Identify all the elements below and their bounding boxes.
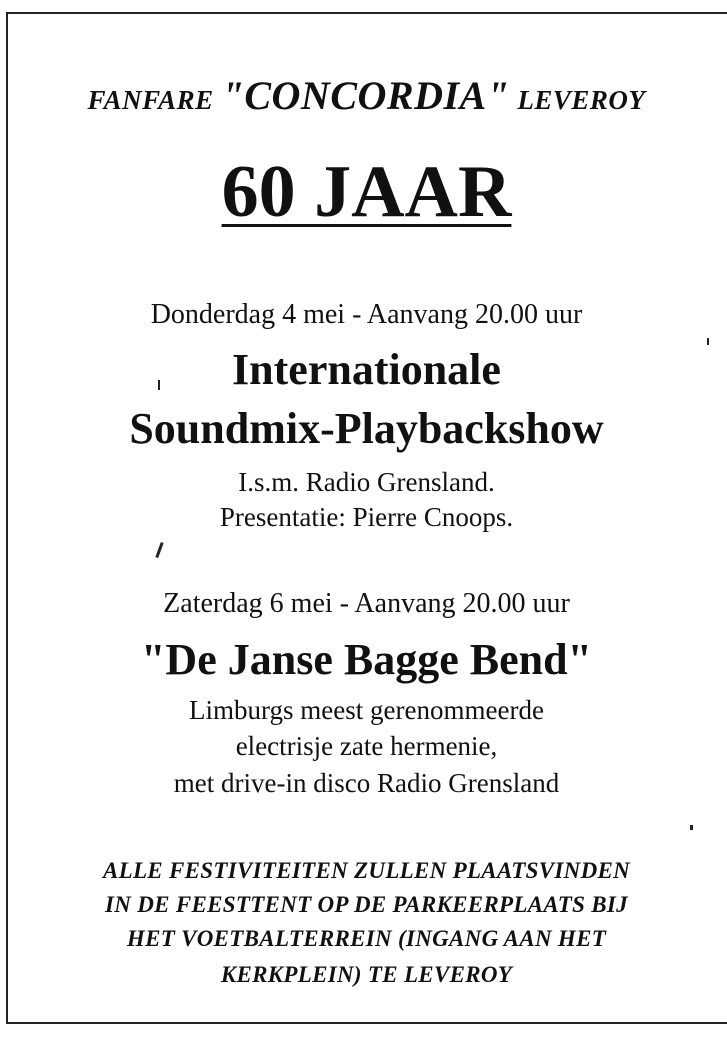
anniversary-text: 60 JAAR bbox=[221, 151, 512, 233]
event1-title-line1: Internationale bbox=[232, 345, 501, 394]
event1-sub-line2: Presentatie: Pierre Cnoops. bbox=[219, 502, 514, 532]
event1-sub-line1: I.s.m. Radio Grensland. bbox=[238, 467, 495, 497]
footer-line3: HET VOETBALTERREIN (INGANG AAN HET bbox=[126, 926, 607, 951]
print-speck bbox=[690, 825, 693, 830]
event2-title: "De Janse Bagge Bend" bbox=[141, 635, 592, 684]
print-speck bbox=[707, 338, 709, 345]
footer-line4: KERKPLEIN) TE LEVEROY bbox=[220, 962, 513, 987]
event2-sub-line3: met drive-in disco Radio Grensland bbox=[173, 768, 560, 798]
event2-sub-line2: electrisje zate hermenie, bbox=[235, 731, 498, 761]
footer-line2: IN DE FEESTTENT OP DE PARKEERPLAATS BIJ bbox=[105, 892, 628, 917]
print-speck bbox=[158, 380, 160, 390]
org-prefix: FANFARE bbox=[87, 85, 214, 115]
footer-line1: ALLE FESTIVITEITEN ZULLEN PLAATSVINDEN bbox=[102, 858, 631, 883]
event2-sub-line1: Limburgs meest gerenommeerde bbox=[189, 695, 544, 725]
org-place: LEVEROY bbox=[517, 85, 646, 115]
org-name: "CONCORDIA" bbox=[221, 73, 510, 118]
event1-date: Donderdag 4 mei - Aanvang 20.00 uur bbox=[150, 299, 583, 330]
anniversary-heading bbox=[6, 150, 727, 234]
event2-date: Zaterdag 6 mei - Aanvang 20.00 uur bbox=[163, 588, 570, 619]
event1-title-line2: Soundmix-Playbackshow bbox=[129, 404, 604, 453]
organization-line bbox=[6, 73, 727, 120]
